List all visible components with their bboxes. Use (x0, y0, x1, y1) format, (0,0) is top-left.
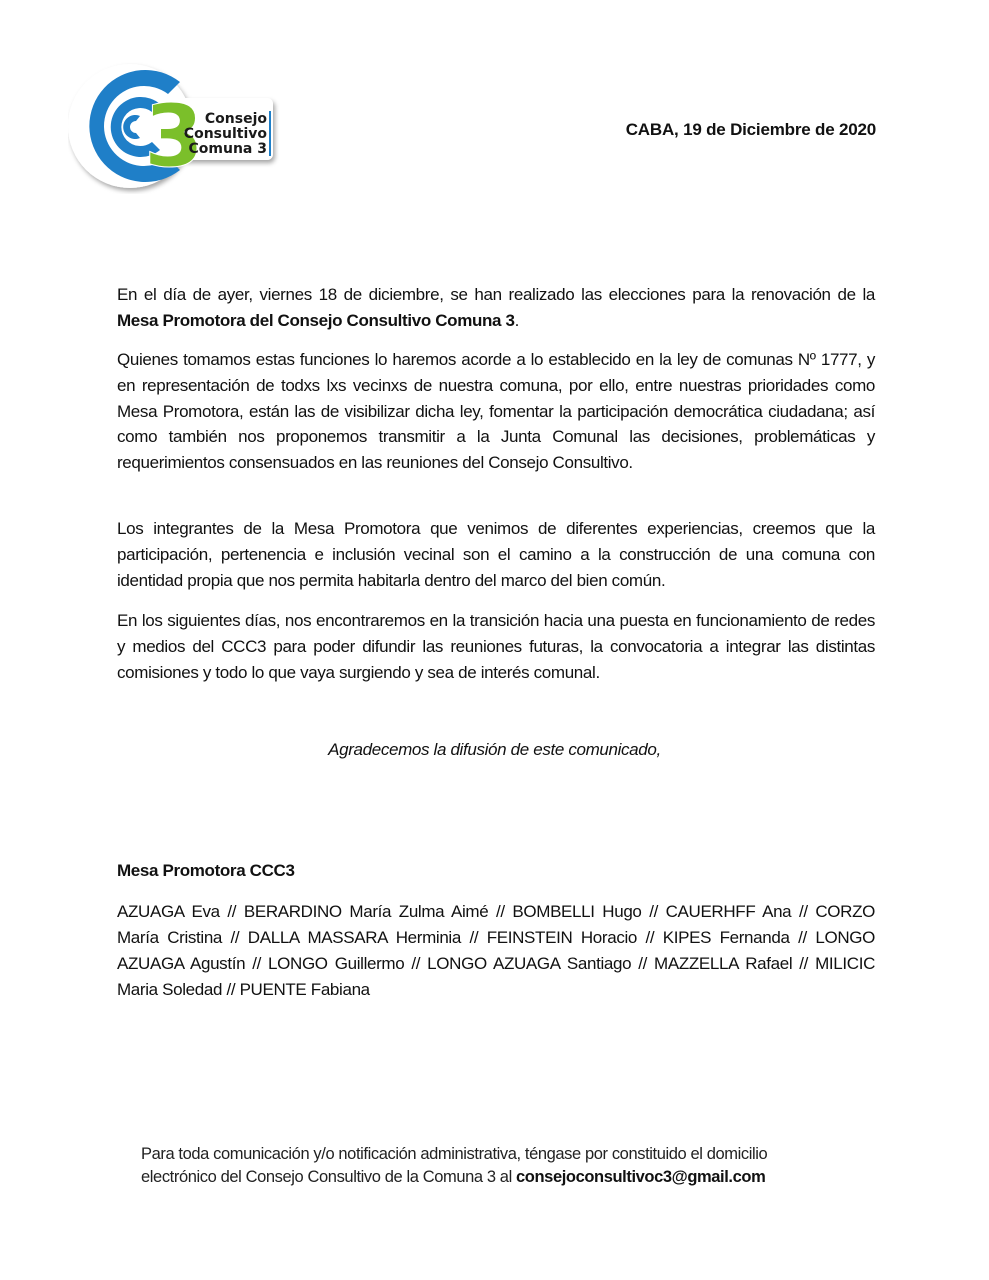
paragraph-1-text: En el día de ayer, viernes 18 de diciembre, se han realizado las elecciones para la renovación de la (117, 285, 875, 304)
footer-notice (141, 1143, 831, 1189)
ccc3-logo (68, 54, 283, 194)
logo-numeral: 3 (144, 87, 204, 187)
paragraph-1-bold: Mesa Promotora del Consejo Consultivo Comuna 3 (117, 310, 515, 330)
contact-email[interactable]: consejoconsultivoc3@gmail.com (516, 1168, 766, 1186)
footer-text: Para toda comunicación y/o notificación administrativa, téngase por constituido el domicilio electrónico del Consejo Consultivo de la Comuna 3 al (141, 1145, 768, 1186)
logo-text-line-3: Comuna 3 (188, 141, 267, 157)
paragraph-4: En los siguientes días, nos encontraremos en la transición hacia una puesta en funcionamiento de redes y medios del CCC3 para poder difundir las reuniones futuras, la convocatoria a integrar las distintas comisiones y todo lo que vaya surgiendo y sea de interés comunal. (117, 611, 875, 682)
logo-graphic (68, 54, 283, 194)
closing-text: Agradecemos la difusión de este comunicado, (328, 740, 661, 759)
members-list: AZUAGA Eva // BERARDINO María Zulma Aimé // BOMBELLI Hugo // CAUERHFF Ana // CORZO María Cristina // DALLA MASSARA Herminia // FEINSTEIN Horacio // KIPES Fernanda // LONGO AZUAGA Agustín // LONGO Guillermo // LONGO AZUAGA Santiago // MAZZELLA Rafael // MILICIC Maria Soledad // PUENTE Fabiana (117, 902, 875, 999)
signature-title: Mesa Promotora CCC3 (117, 861, 295, 880)
logo-text-line-1: Consejo (204, 111, 267, 127)
logo-text-line-2: Consultivo (183, 126, 267, 142)
closing-line (0, 740, 989, 760)
paragraph-2: Quienes tomamos estas funciones lo haremos acorde a lo establecido en la ley de comunas Nº 1777, y en representación de todxs lxs vecinxs de nuestra comuna, por ello, entre nuestras prioridades como Mesa Promotora, están las de visibilizar dicha ley, fomentar la participación democrática ciudadana; así como también nos proponemos transmitir a la Junta Comunal las decisiones, problemáticas y requerimientos consensuados en las reuniones del Consejo Consultivo. (117, 350, 875, 473)
document-date: CABA, 19 de Diciembre de 2020 (625, 120, 876, 139)
logo-divider (269, 111, 271, 156)
paragraph-1 (117, 282, 875, 334)
paragraph-3: Los integrantes de la Mesa Promotora que venimos de diferentes experiencias, creemos que la participación, pertenencia e inclusión vecinal son el camino a la construcción de una comuna con identidad propia que nos permita habitarla dentro del marco del bien común. (117, 519, 875, 590)
paragraph-1-end: . (514, 310, 520, 330)
